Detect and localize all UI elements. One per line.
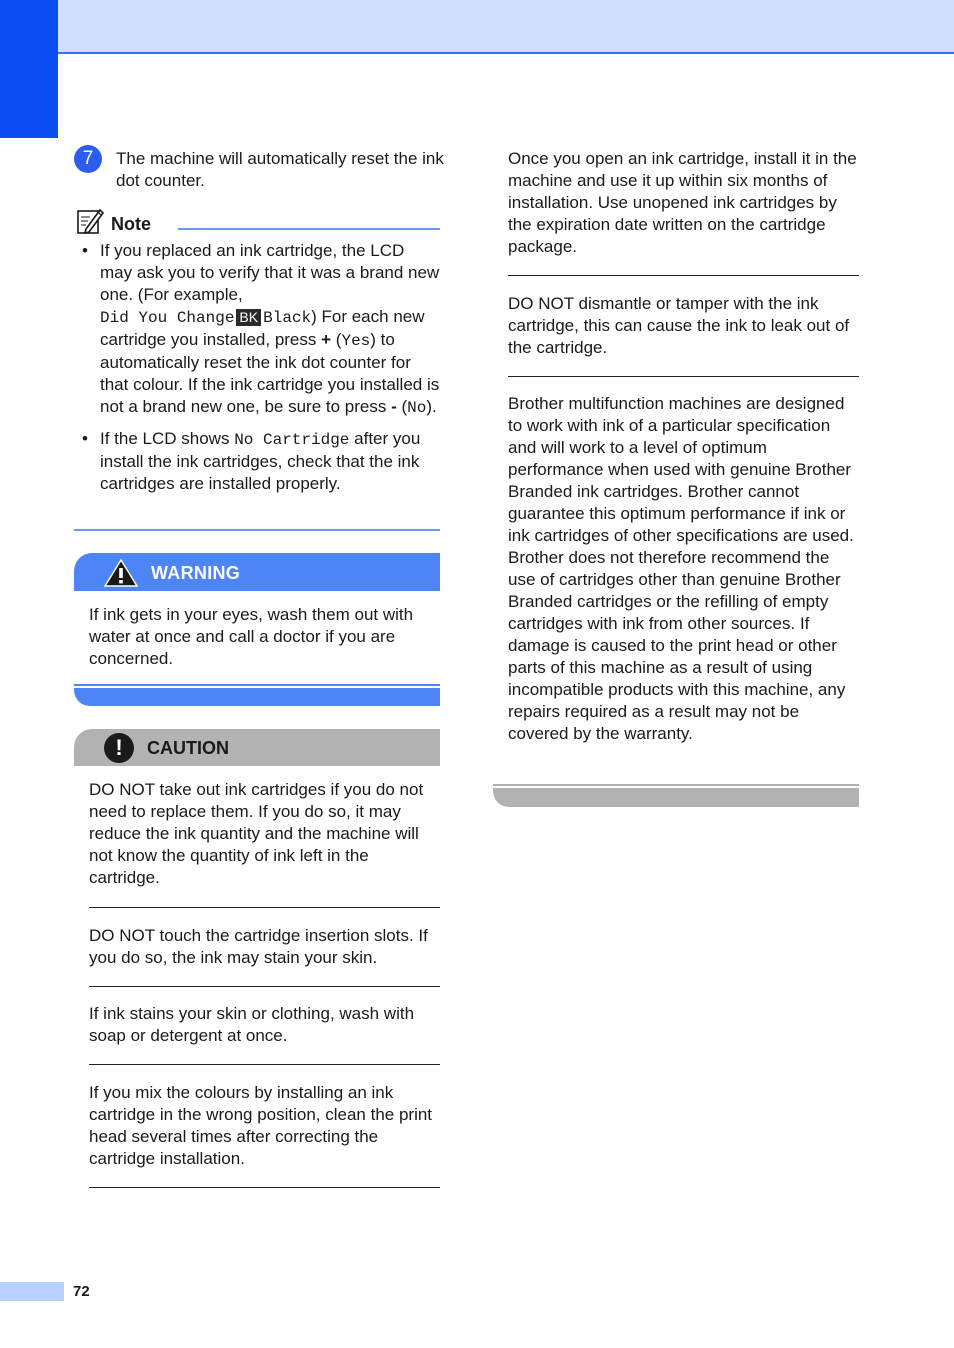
note-end-rule [74, 529, 440, 531]
plus-key: + [321, 330, 332, 349]
step-text: The machine will automatically reset the ink dot counter. [116, 149, 444, 190]
caution-divider [89, 986, 440, 987]
warning-label: WARNING [151, 563, 241, 583]
header-band [58, 0, 954, 54]
lcd-prompt: Did You Change [100, 309, 235, 327]
warning-text: If ink gets in your eyes, wash them out with water at once and call a doctor if you are concerned. [89, 605, 414, 668]
right-divider [508, 275, 859, 276]
lcd-yes: Yes [341, 332, 371, 350]
note-divider [178, 228, 440, 230]
right-paragraph: Brother multifunction machines are designed to work with ink of a particular specification and will work to a level of optimum performance when used with genuine Brother Branded ink cartridges. Brother cannot guarantee this optimum performance if ink or ink cartridges of other specifications are used. Brother does not therefore recommend the use of cartridges other than genuine Brother Branded cartridges or the refilling of empty cartridges with ink from other sources. If damage is caused to the print head or other parts of this machine as a result of using incompatible products with this machine, any repairs required as a result may not be covered by the warranty. [508, 394, 854, 743]
page-number: 72 [73, 1283, 90, 1300]
note-item: • If the LCD shows No Cartridge after you install the ink cartridges, check that the ink cartridges are installed properly. [82, 429, 421, 493]
caution-item: DO NOT take out ink cartridges if you do not need to replace them. If you do so, it may reduce the ink quantity and the machine will not know the quantity of ink left in the cartridge. [89, 780, 424, 887]
caution-header [74, 729, 440, 766]
caution-item: DO NOT touch the cartridge insertion slots. If you do so, the ink may stain your skin. [89, 926, 428, 967]
right-divider [508, 376, 859, 377]
right-paragraph: DO NOT dismantle or tamper with the ink cartridge, this can cause the ink to leak out of the cartridge. [508, 294, 850, 357]
page-number-tab [0, 1282, 64, 1301]
note-body [82, 240, 440, 504]
caution-divider [89, 1064, 440, 1065]
caution-label: CAUTION [147, 738, 229, 758]
warning-triangle-icon [104, 559, 138, 587]
chapter-tab [0, 0, 58, 138]
lcd-no: No [407, 399, 427, 417]
right-section-footer [493, 784, 859, 807]
caution-divider [89, 1187, 440, 1188]
note-item: • If you replaced an ink cartridge, the LCD may ask you to verify that it was a brand new one. (For example, Did You Change BK Black) For each new cartridge you installed, press + (Yes) to automatically reset the ink dot counter for that colour. If the ink cartridge you installed is not a brand new one, be sure to press - (No). [82, 241, 440, 417]
lcd-color: Black [263, 309, 312, 327]
minus-key: - [391, 397, 397, 416]
caution-item: If you mix the colours by installing an ink cartridge in the wrong position, clean the print head several times after correcting the cartridge installation. [89, 1083, 433, 1168]
warning-header [74, 553, 440, 591]
step-number-badge: 7 [74, 145, 102, 173]
warning-footer [74, 684, 440, 706]
caution-item: If ink stains your skin or clothing, wash with soap or detergent at once. [89, 1004, 415, 1045]
note-pencil-icon [76, 207, 104, 235]
caution-divider [89, 907, 440, 908]
note-header [76, 207, 440, 237]
caution-exclamation-icon: ! [104, 733, 134, 763]
bk-badge: BK [236, 309, 261, 326]
bullet: • [82, 429, 88, 448]
lcd-no-cartridge: No Cartridge [234, 431, 350, 449]
bullet: • [82, 241, 88, 260]
note-title: Note [111, 214, 151, 234]
right-paragraph: Once you open an ink cartridge, install it in the machine and use it up within six months of installation. Use unopened ink cartridges by the expiration date written on the cartridge package. [508, 149, 857, 256]
